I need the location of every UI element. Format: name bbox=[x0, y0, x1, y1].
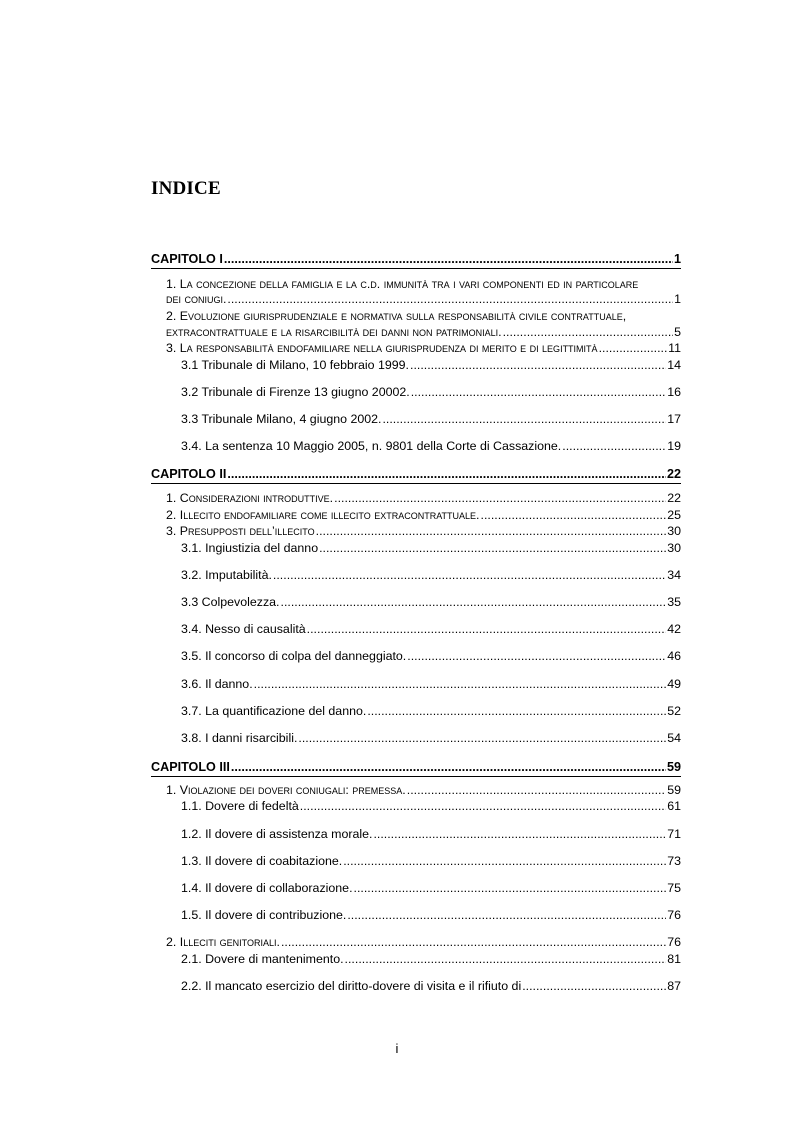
subsection-label: 1.1. Dovere di fedeltà bbox=[181, 799, 299, 813]
page-number: 42 bbox=[667, 622, 681, 636]
page-number: 46 bbox=[667, 649, 681, 663]
subsection-label: 1.5. Il dovere di contribuzione. bbox=[181, 908, 347, 922]
section-label: 2. Illeciti genitoriali. bbox=[166, 935, 280, 949]
leader-dots bbox=[354, 879, 667, 897]
page-number: 87 bbox=[667, 979, 681, 993]
subsection-label: 3.4. Nesso di causalità bbox=[181, 622, 306, 636]
toc-chapter-3[interactable] bbox=[151, 758, 681, 776]
subsection-label: 1.3. Il dovere di coabitazione. bbox=[181, 854, 343, 868]
toc-subsection[interactable] bbox=[181, 675, 681, 693]
toc-subsection[interactable] bbox=[181, 702, 681, 720]
toc-subsection[interactable] bbox=[181, 593, 681, 611]
toc-subsection[interactable] bbox=[181, 620, 681, 638]
toc-chapter-2[interactable] bbox=[151, 465, 681, 483]
leader-dots bbox=[367, 702, 666, 720]
subsection-label: 3.5. Il concorso di colpa del danneggiato. bbox=[181, 649, 407, 663]
subsection-label: 3.1. Ingiustizia del danno bbox=[181, 541, 319, 555]
page-number: 14 bbox=[667, 358, 681, 372]
section-label: 2. Illecito endofamiliare come illecito extracontrattuale. bbox=[166, 508, 480, 522]
page-number: 30 bbox=[667, 524, 681, 538]
leader-dots bbox=[254, 675, 667, 693]
page-number: 76 bbox=[667, 935, 681, 949]
chapter-label: CAPITOLO III bbox=[151, 760, 230, 774]
leader-dots bbox=[307, 620, 667, 638]
leader-dots bbox=[334, 489, 666, 507]
toc-section-1-1[interactable] bbox=[166, 290, 681, 308]
page-number: 73 bbox=[667, 854, 681, 868]
page-number: 59 bbox=[666, 760, 681, 774]
page-number: 34 bbox=[667, 568, 681, 582]
leader-dots bbox=[224, 250, 673, 268]
page-number: 1 bbox=[673, 252, 681, 266]
toc-section[interactable] bbox=[166, 933, 681, 951]
page-number: 54 bbox=[667, 731, 681, 745]
leader-dots bbox=[382, 410, 666, 428]
page-number: 17 bbox=[667, 412, 681, 426]
subsection-label: 3.7. La quantificazione del danno. bbox=[181, 704, 367, 718]
section-label: dei coniugi. bbox=[166, 292, 227, 306]
chapter-divider bbox=[151, 776, 681, 777]
subsection-label: 3.3 Tribunale Milano, 4 giugno 2002. bbox=[181, 412, 382, 426]
leader-dots bbox=[411, 383, 667, 401]
page-title: INDICE bbox=[151, 178, 221, 199]
leader-dots bbox=[410, 356, 666, 374]
chapter-divider bbox=[151, 483, 681, 484]
page-number: 22 bbox=[667, 491, 681, 505]
page-number: 1 bbox=[674, 292, 681, 306]
page-number: 30 bbox=[667, 541, 681, 555]
toc-subsection[interactable] bbox=[181, 950, 681, 968]
toc-section-line[interactable]: 1. La concezione della famiglia e la c.d. immunità tra i vari componenti ed in particolare bbox=[166, 277, 639, 291]
section-label: 3. Presupposti dell’illecito bbox=[166, 524, 315, 538]
page-number: 75 bbox=[667, 881, 681, 895]
leader-dots bbox=[273, 566, 666, 584]
toc-subsection[interactable] bbox=[181, 977, 681, 995]
toc-section-1-3[interactable] bbox=[166, 339, 681, 357]
toc-subsection[interactable] bbox=[181, 356, 681, 374]
subsection-label: 3.1 Tribunale di Milano, 10 febbraio 1999. bbox=[181, 358, 410, 372]
toc-section[interactable] bbox=[166, 489, 681, 507]
leader-dots bbox=[227, 290, 673, 308]
leader-dots bbox=[316, 522, 667, 540]
page-number: 61 bbox=[667, 799, 681, 813]
page-number: 81 bbox=[667, 952, 681, 966]
subsection-label: 3.4. La sentenza 10 Maggio 2005, n. 9801 della Corte di Cassazione. bbox=[181, 439, 562, 453]
leader-dots bbox=[343, 852, 666, 870]
leader-dots bbox=[231, 758, 666, 776]
subsection-label: 3.3 Colpevolezza. bbox=[181, 595, 280, 609]
leader-dots bbox=[562, 437, 666, 455]
leader-dots bbox=[407, 647, 666, 665]
subsection-label: 3.6. Il danno. bbox=[181, 677, 253, 691]
toc-subsection[interactable] bbox=[181, 647, 681, 665]
page-number: 22 bbox=[666, 467, 681, 481]
toc-subsection[interactable] bbox=[181, 879, 681, 897]
toc-section[interactable] bbox=[166, 522, 681, 540]
leader-dots bbox=[298, 729, 666, 747]
page-number: 35 bbox=[667, 595, 681, 609]
subsection-label: 3.2. Imputabilità. bbox=[181, 568, 272, 582]
page-number: 11 bbox=[668, 341, 681, 355]
chapter-divider bbox=[151, 268, 681, 269]
section-label: 3. La responsabilità endofamiliare nella giurisprudenza di merito e di legittimità bbox=[166, 341, 598, 355]
leader-dots bbox=[345, 950, 667, 968]
leader-dots bbox=[373, 825, 666, 843]
toc-subsection[interactable] bbox=[181, 437, 681, 455]
page-number: 71 bbox=[667, 827, 681, 841]
section-label: 1. Considerazioni introduttive. bbox=[166, 491, 334, 505]
toc-subsection[interactable] bbox=[181, 729, 681, 747]
toc-subsection[interactable] bbox=[181, 410, 681, 428]
toc-subsection[interactable] bbox=[181, 906, 681, 924]
chapter-label: CAPITOLO II bbox=[151, 467, 227, 481]
toc-subsection[interactable] bbox=[181, 825, 681, 843]
toc-subsection[interactable] bbox=[181, 797, 681, 815]
page-number: 16 bbox=[667, 385, 681, 399]
toc-subsection[interactable] bbox=[181, 539, 681, 557]
subsection-label: 3.8. I danni risarcibili. bbox=[181, 731, 298, 745]
toc-section-line[interactable]: 2. Evoluzione giurisprudenziale e normativa sulla responsabilità civile contrattuale, bbox=[166, 309, 627, 323]
subsection-label: 1.2. Il dovere di assistenza morale. bbox=[181, 827, 373, 841]
toc-chapter-1[interactable] bbox=[151, 250, 681, 268]
page-number: 76 bbox=[667, 908, 681, 922]
subsection-label: 1.4. Il dovere di collaborazione. bbox=[181, 881, 353, 895]
leader-dots bbox=[281, 933, 666, 951]
page-number: 25 bbox=[667, 508, 681, 522]
leader-dots bbox=[227, 465, 666, 483]
page-number: 19 bbox=[667, 439, 681, 453]
toc-subsection[interactable] bbox=[181, 566, 681, 584]
toc-subsection[interactable] bbox=[181, 383, 681, 401]
toc-subsection[interactable] bbox=[181, 852, 681, 870]
subsection-label: 2.1. Dovere di mantenimento. bbox=[181, 952, 344, 966]
leader-dots bbox=[347, 906, 666, 924]
leader-dots bbox=[599, 339, 668, 357]
leader-dots bbox=[522, 977, 666, 995]
page-number: 52 bbox=[667, 704, 681, 718]
page-number: 59 bbox=[667, 783, 681, 797]
subsection-label: 2.2. Il mancato esercizio del diritto-dovere di visita e il rifiuto di bbox=[181, 979, 522, 993]
leader-dots bbox=[300, 797, 666, 815]
page-footer-number: i bbox=[395, 1041, 399, 1056]
section-label: 1. Violazione dei doveri coniugali: premessa. bbox=[166, 783, 406, 797]
leader-dots bbox=[281, 593, 667, 611]
page-number: 49 bbox=[667, 677, 681, 691]
section-label: extracontrattuale e la risarcibilità dei danni non patrimoniali. bbox=[166, 325, 502, 339]
leader-dots bbox=[319, 539, 666, 557]
subsection-label: 3.2 Tribunale di Firenze 13 giugno 20002. bbox=[181, 385, 410, 399]
page-number: 5 bbox=[674, 325, 681, 339]
chapter-label: CAPITOLO I bbox=[151, 252, 223, 266]
